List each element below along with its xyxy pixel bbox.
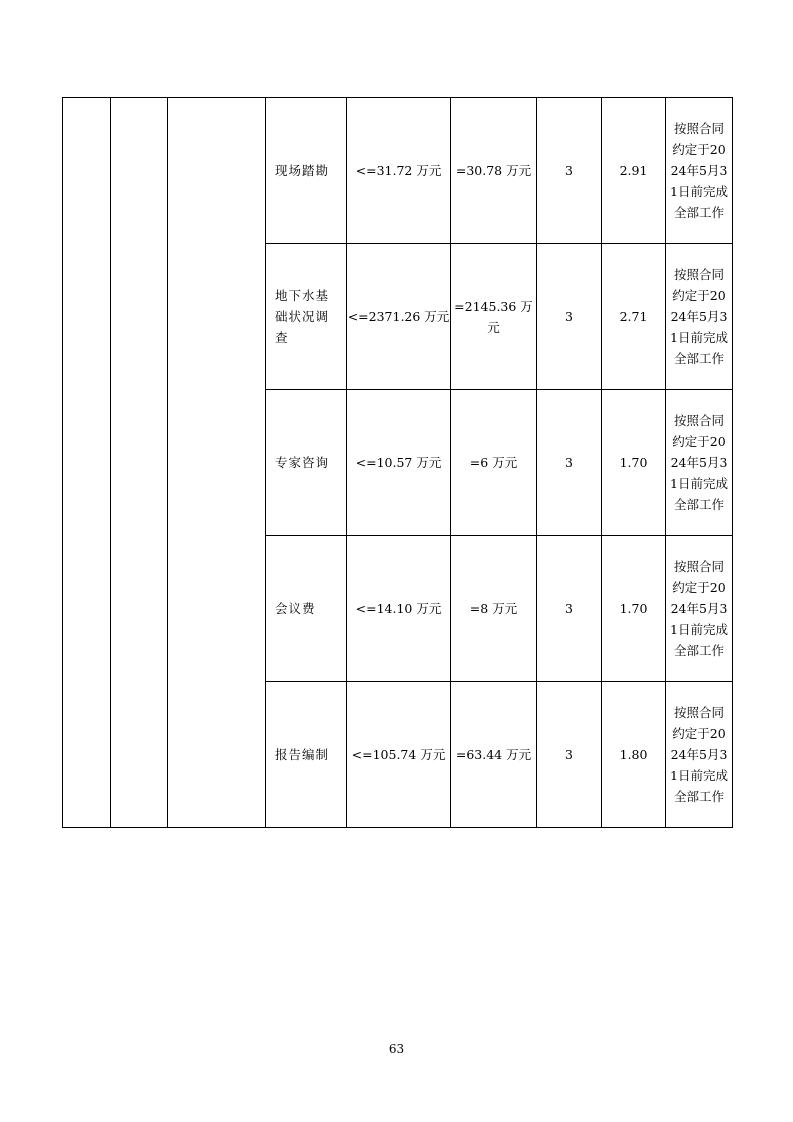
note-text: 按照合同约定于2024年5月31日前完成全部工作 <box>670 121 728 220</box>
note-cell <box>666 390 733 536</box>
indicator-name: 现场踏勘 <box>266 98 347 244</box>
score-value: 1.70 <box>602 390 666 536</box>
target-value: <=105.74 万元 <box>347 682 451 828</box>
actual-value: =63.44 万元 <box>451 682 537 828</box>
actual-value: =8 万元 <box>451 536 537 682</box>
performance-indicator-table <box>62 97 733 828</box>
target-value: <=2371.26 万元 <box>347 244 451 390</box>
weight-value: 3 <box>537 682 602 828</box>
score-value: 2.91 <box>602 98 666 244</box>
level1-indicator-cell <box>63 98 111 828</box>
target-value: <=31.72 万元 <box>347 98 451 244</box>
score-value: 1.70 <box>602 536 666 682</box>
note-text: 按照合同约定于2024年5月31日前完成全部工作 <box>670 559 728 658</box>
note-cell <box>666 98 733 244</box>
actual-value: =2145.36 万元 <box>451 244 537 390</box>
indicator-name: 报告编制 <box>266 682 347 828</box>
score-value: 2.71 <box>602 244 666 390</box>
score-value: 1.80 <box>602 682 666 828</box>
indicator-name: 会议费 <box>266 536 347 682</box>
note-cell <box>666 536 733 682</box>
table-row <box>63 98 733 244</box>
note-text: 按照合同约定于2024年5月31日前完成全部工作 <box>670 413 728 512</box>
note-cell <box>666 244 733 390</box>
target-value: <=14.10 万元 <box>347 536 451 682</box>
target-value: <=10.57 万元 <box>347 390 451 536</box>
note-text: 按照合同约定于2024年5月31日前完成全部工作 <box>670 267 728 366</box>
weight-value: 3 <box>537 98 602 244</box>
actual-value: =30.78 万元 <box>451 98 537 244</box>
level2-indicator-cell <box>111 98 168 828</box>
weight-value: 3 <box>537 390 602 536</box>
weight-value: 3 <box>537 244 602 390</box>
note-cell <box>666 682 733 828</box>
level3-indicator-cell <box>168 98 266 828</box>
indicator-name: 专家咨询 <box>266 390 347 536</box>
note-text: 按照合同约定于2024年5月31日前完成全部工作 <box>670 705 728 804</box>
weight-value: 3 <box>537 536 602 682</box>
actual-value: =6 万元 <box>451 390 537 536</box>
indicator-name: 地下水基础状况调查 <box>266 244 347 390</box>
page-number: 63 <box>388 1042 405 1056</box>
